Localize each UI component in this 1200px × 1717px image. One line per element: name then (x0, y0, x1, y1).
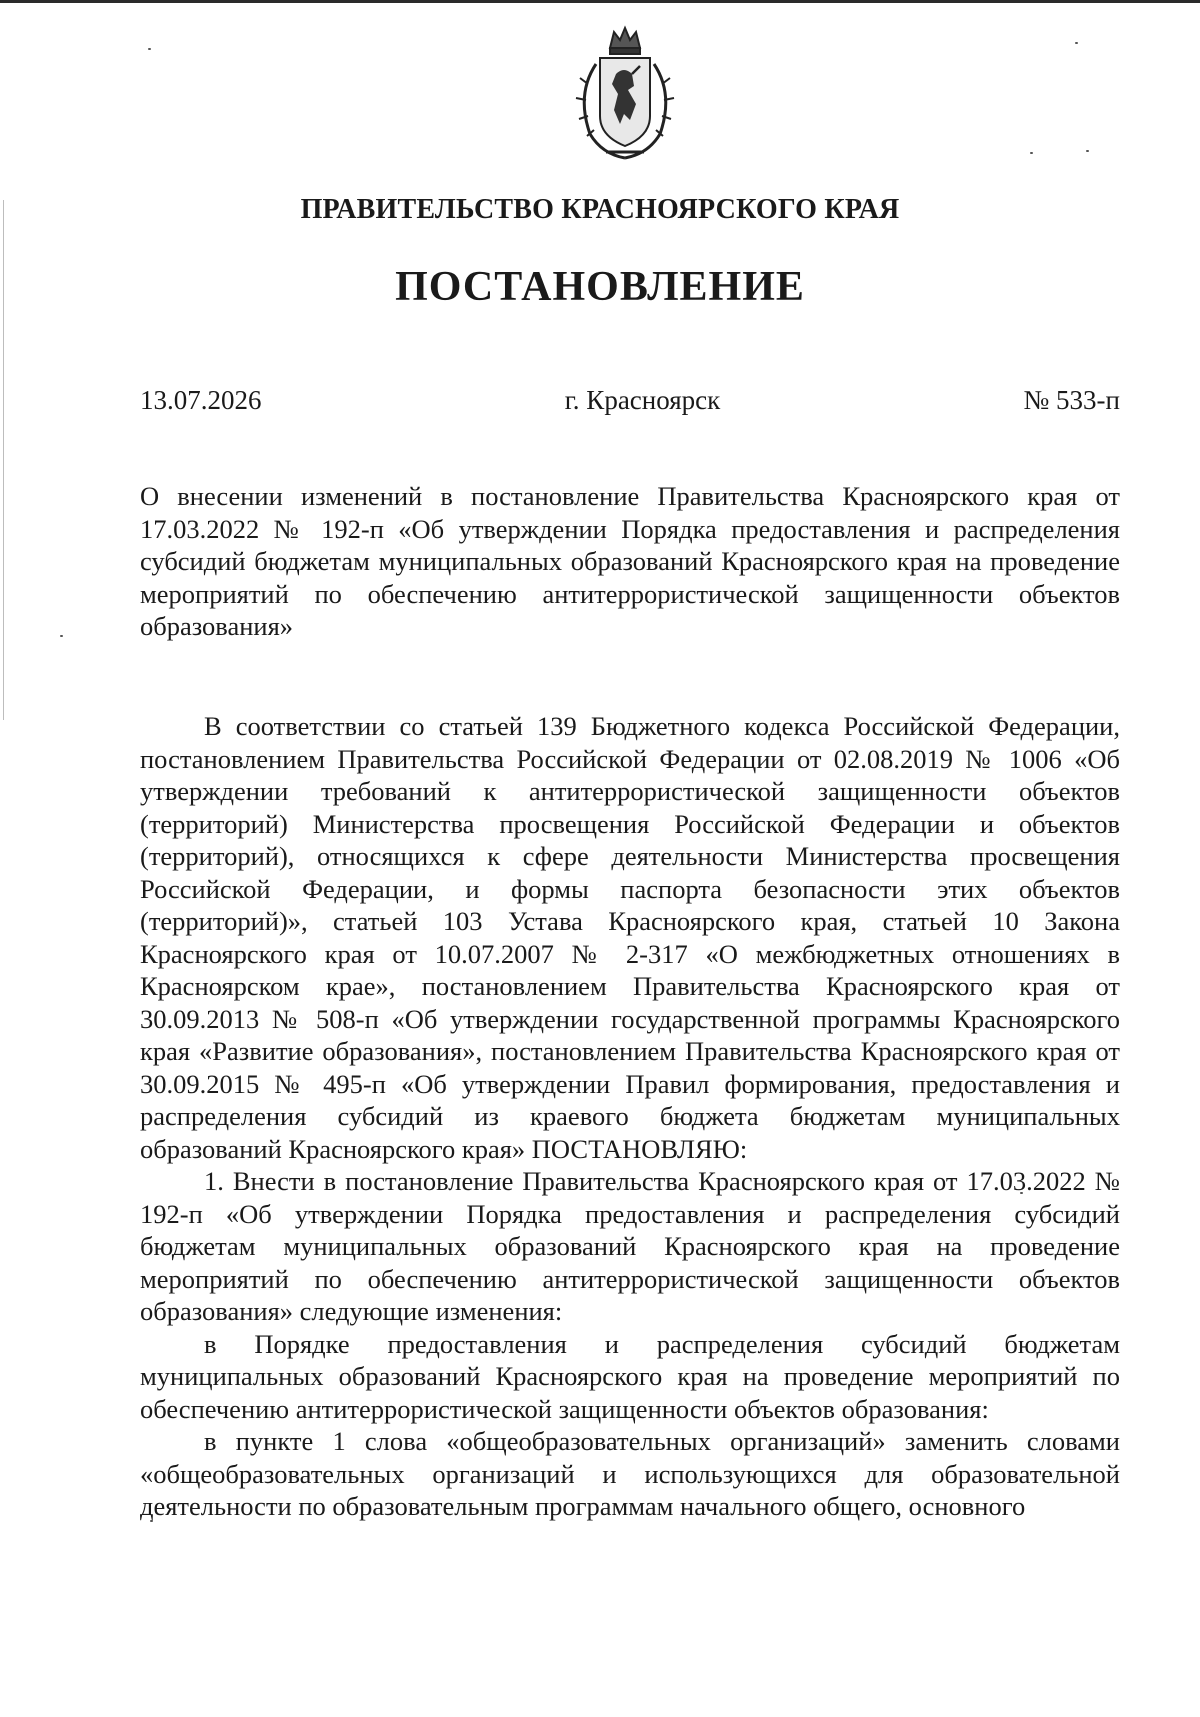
document-date: 13.07.2026 (140, 385, 262, 415)
krasnoyarsk-coat-of-arms-icon (566, 24, 684, 164)
scan-top-edge (0, 0, 1200, 3)
scan-speck (1086, 150, 1089, 152)
document-number: № 533-п (1023, 385, 1120, 415)
body-paragraph-point-1: в пункте 1 слова «общеобразовательных организаций» заменить словами «общеобразовательных организаций и использующихся для образовательной деятельности по образовательным программам начального общего, основного (140, 1426, 1120, 1521)
document-body (140, 710, 1120, 1523)
document-city: г. Красноярск (564, 385, 721, 415)
document-type-title: ПОСТАНОВЛЕНИЕ (395, 264, 805, 310)
document-meta-row (140, 385, 1120, 416)
organization-title: ПРАВИТЕЛЬСТВО КРАСНОЯРСКОГО КРАЯ (300, 194, 900, 225)
scan-speck (148, 48, 151, 50)
body-paragraph-preamble: В соответствии со статьей 139 Бюджетного кодекса Российской Федерации, постановлением Правительства Российской Федерации от 02.08.2019 № 1006 «Об утверждении требований к антитеррористической защищенности объектов (территорий) Министерства просвещения Российской Федерации и объектов (территорий), относящихся к сфере деятельности Министерства просвещения Российской Федерации, и формы паспорта безопасности этих объектов (территорий)», статьей 103 Устава Красноярского края, статьей 10 Закона Красноярского края от 10.07.2007 № 2-317 «О межбюджетных отношениях в Красноярском крае», постановлением Правительства Красноярского края от 30.09.2013 № 508-п «Об утверждении государственной программы Красноярского края «Развитие образования», постановлением Правительства Красноярского края от 30.09.2015 № 495-п «Об утверждении Правил формирования, предоставления и распределения субсидий из краевого бюджета бюджетам муниципальных образований Красноярского края» ПОСТАНОВЛЯЮ: (140, 711, 1120, 1164)
body-paragraph-order: в Порядке предоставления и распределения субсидий бюджетам муниципальных образований Красноярского края на проведение мероприятий по обеспечению антитеррористической защищенности объектов образования: (140, 1328, 1120, 1424)
document-subject: О внесении изменений в постановление Правительства Красноярского края от 17.03.2022 № 192-п «Об утверждении Порядка предоставления и распределения субсидий бюджетам муниципальных образований Красноярского края на проведение мероприятий по обеспечению антитеррористической защищенности объектов образования» (140, 481, 1120, 641)
scan-speck (60, 635, 63, 637)
scan-speck (1030, 152, 1033, 154)
body-paragraph-item-1: 1. Внести в постановление Правительства Красноярского края от 17.03.2022 № 192-п «Об утверждении Порядка предоставления и распределения субсидий бюджетам муниципальных образований Красноярского края на проведение мероприятий по обеспечению антитеррористической защищенности объектов образования» следующие изменения: (140, 1166, 1120, 1326)
scan-speck (1075, 42, 1078, 44)
